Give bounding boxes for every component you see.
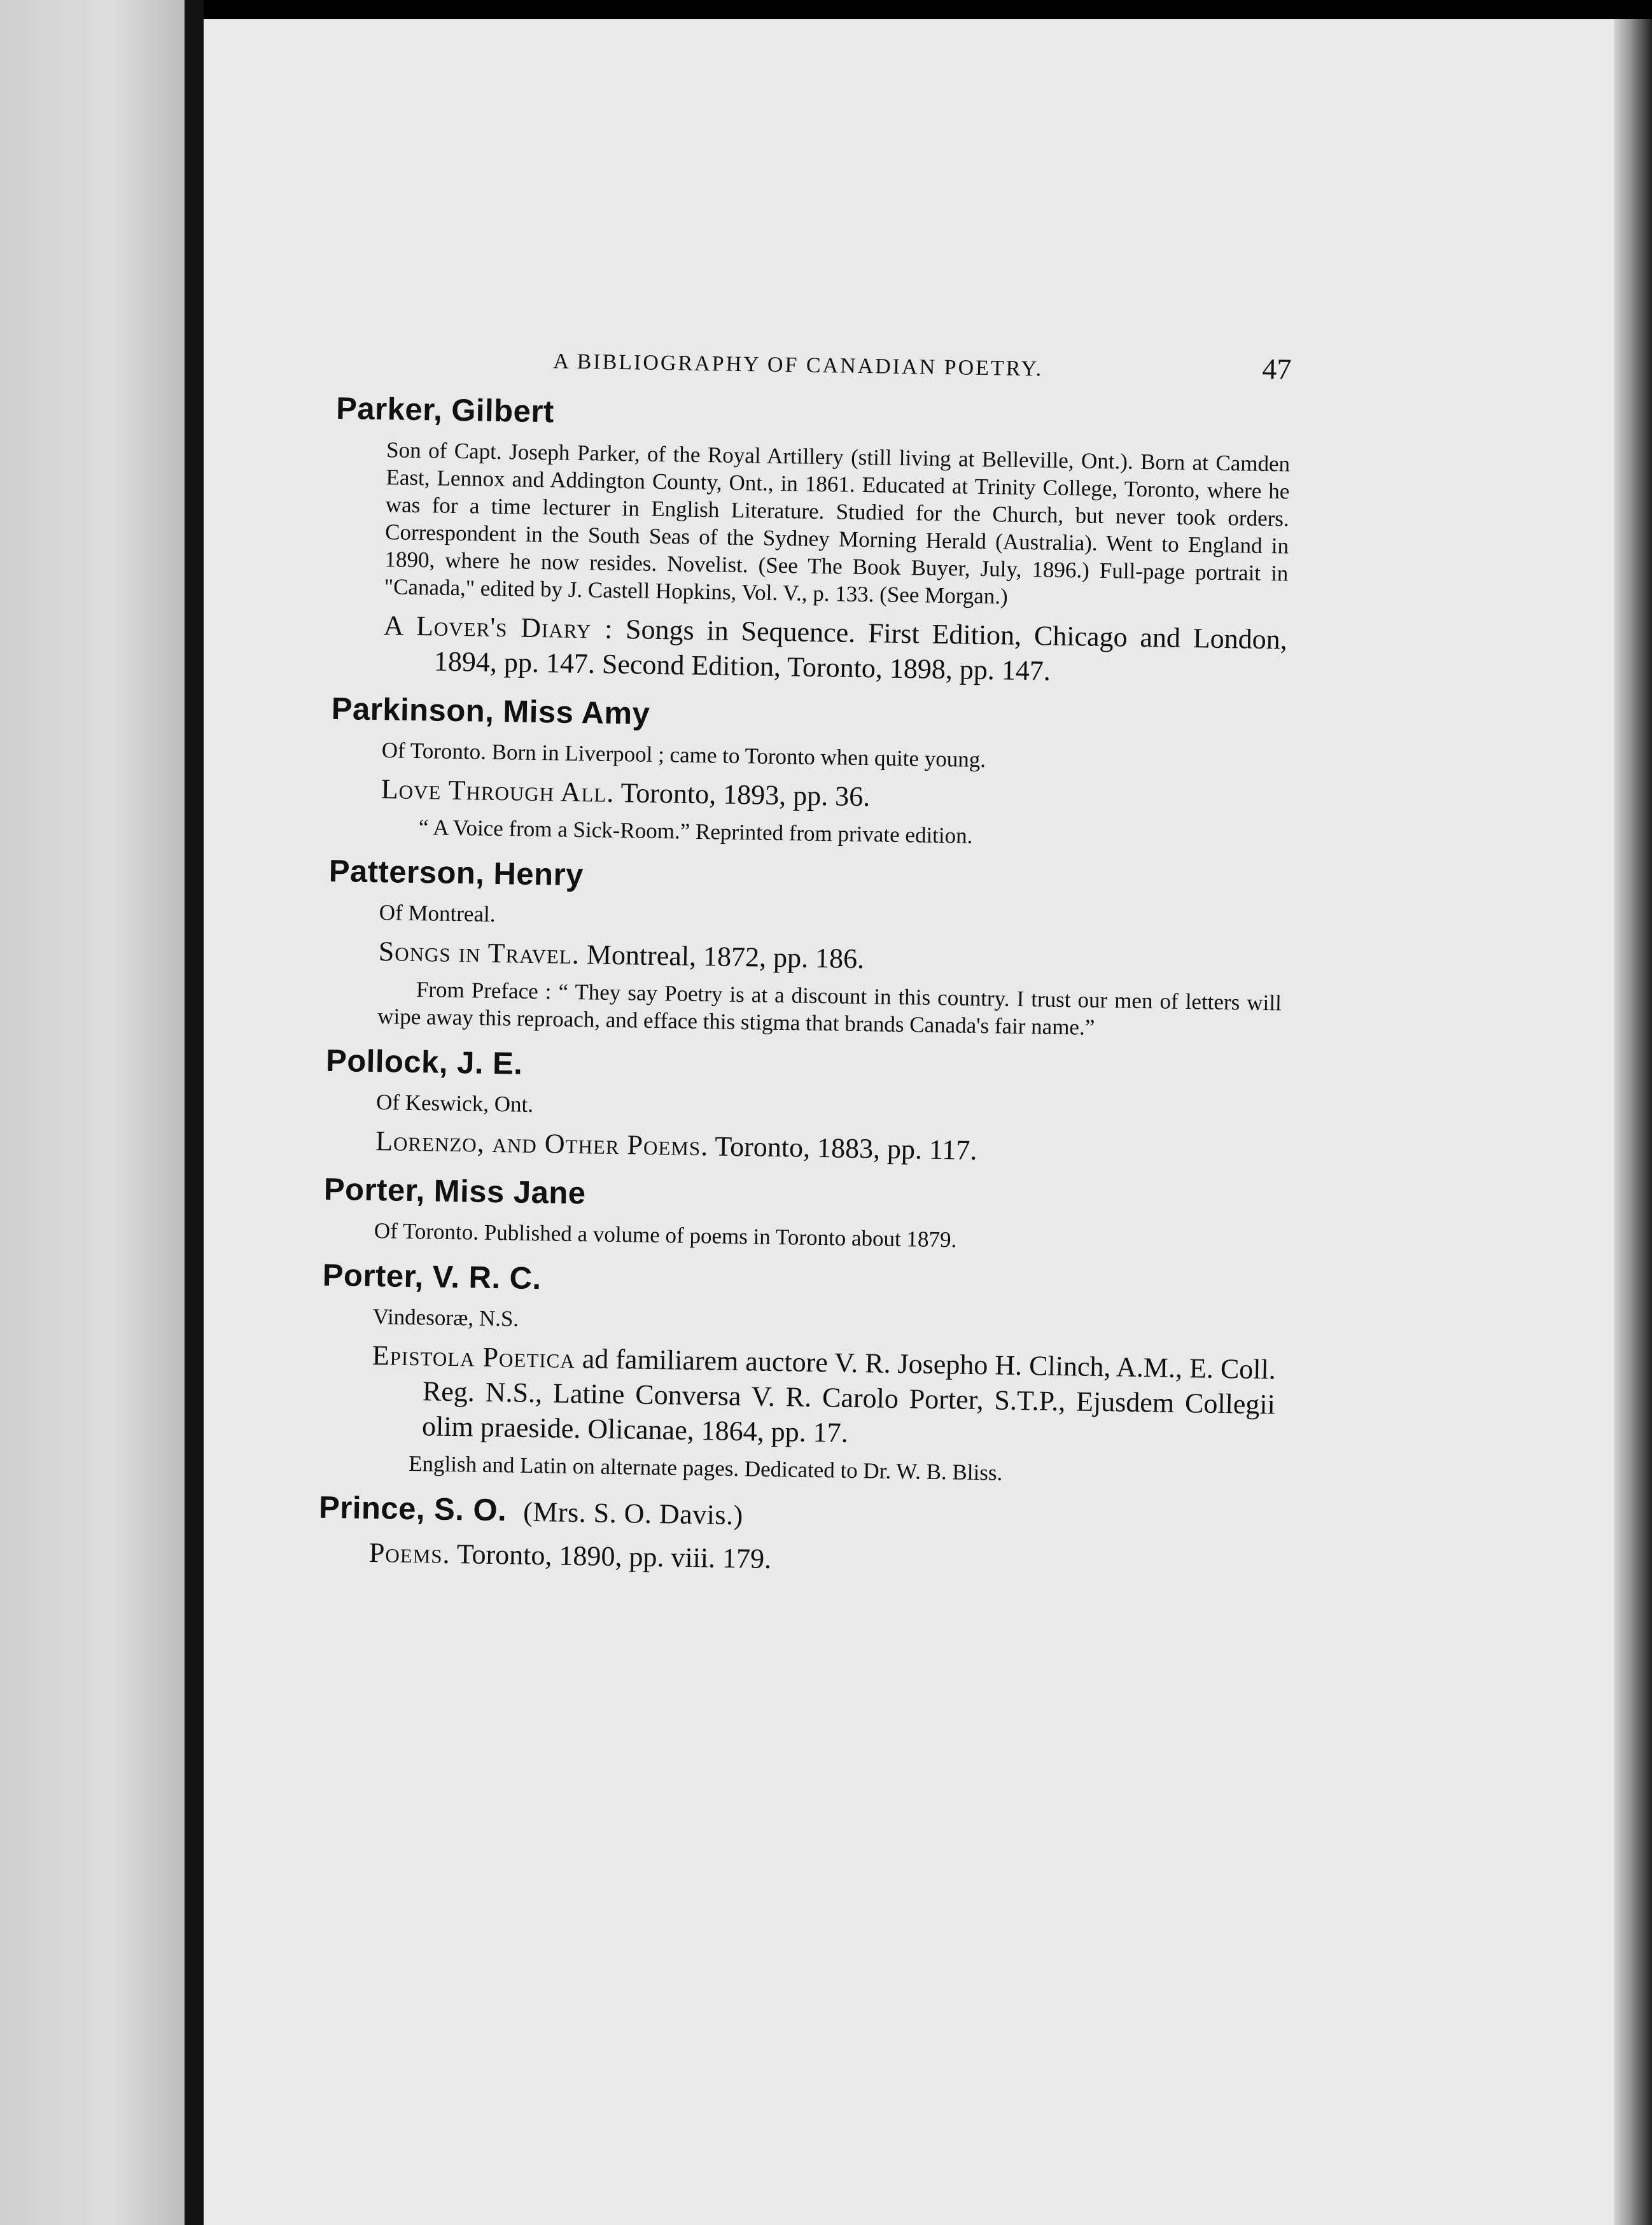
work-citation bbox=[383, 608, 1288, 692]
work-note: From Preface : “ They say Poetry is at a discount in this country. I trust our men of letters will wipe away this reproach, and efface this stigma that brands Canada's fair name.” bbox=[377, 977, 1282, 1040]
work-title: Love Through All. bbox=[381, 773, 615, 808]
author-name: Patterson, Henry bbox=[328, 853, 584, 893]
entry-porter-jane bbox=[323, 1172, 1279, 1259]
author-bio: Of Toronto. Born in Liverpool ; came to Toronto when quite young. bbox=[381, 738, 986, 773]
entry-patterson-henry bbox=[326, 853, 1284, 1044]
work-citation bbox=[378, 934, 1282, 983]
work-title: A Lover's Diary : bbox=[383, 610, 613, 645]
work-details: Songs in Sequence. First Edition, Chicago and London, 1894, pp. 147. Second Edition, Toronto, 1898, pp. 147. bbox=[433, 614, 1288, 687]
author-alias: (Mrs. S. O. Davis.) bbox=[522, 1496, 744, 1531]
work-details: Montreal, 1872, pp. 186. bbox=[586, 939, 865, 975]
entry-parker-gilbert bbox=[332, 391, 1291, 692]
author-name: Porter, V. R. C. bbox=[322, 1258, 542, 1296]
work-citation bbox=[381, 771, 1285, 820]
author-name: Porter, Miss Jane bbox=[323, 1172, 586, 1211]
entry-pollock-je bbox=[325, 1043, 1281, 1173]
work-title: Epistola Poetica bbox=[372, 1340, 576, 1375]
author-name: Pollock, J. E. bbox=[325, 1043, 523, 1081]
work-details: Toronto, 1890, pp. viii. 179. bbox=[456, 1538, 772, 1575]
page-number: 47 bbox=[1262, 352, 1292, 386]
work-title: Lorenzo, and Other Poems. bbox=[375, 1125, 709, 1162]
author-name: Parkinson, Miss Amy bbox=[331, 691, 650, 731]
book-gutter bbox=[185, 0, 204, 2225]
author-bio: Of Toronto. Published a volume of poems in Toronto about 1879. bbox=[374, 1218, 957, 1253]
work-citation bbox=[375, 1123, 1280, 1172]
author-bio: Of Montreal. bbox=[379, 900, 496, 927]
author-heading bbox=[319, 1490, 1274, 1541]
work-citation bbox=[369, 1535, 1273, 1584]
running-title: A BIBLIOGRAPHY OF CANADIAN POETRY. bbox=[553, 349, 1044, 381]
author-name: Prince, S. O. bbox=[318, 1490, 507, 1528]
author-bio: Of Keswick, Ont. bbox=[375, 1090, 534, 1117]
work-details: Toronto, 1893, pp. 36. bbox=[620, 777, 871, 813]
work-citation bbox=[371, 1338, 1276, 1457]
author-bio: Son of Capt. Joseph Parker, of the Royal Artillery (still living at Belleville, Ont.). Born at Camden East, Lennox and Addington County, Ont., in 1861. Educated at Trinity College, Toronto, where he was for a time lecturer in English Literature. Studied for the Church, but never took orders. Correspondent in the South Seas of the Sydney Morning Herald (Australia). Went to England in 1890, where he now resides. Novelist. (See The Book Buyer, July, 1896.) Full-page portrait in "Canada," edited by J. Castell Hopkins, Vol. V., p. 133. (See Morgan.) bbox=[384, 437, 1291, 609]
entry-porter-vrc bbox=[319, 1258, 1277, 1491]
work-title: Poems. bbox=[368, 1537, 451, 1570]
entry-prince-so bbox=[318, 1490, 1274, 1585]
page-content bbox=[318, 337, 1292, 1598]
facing-page-edge bbox=[0, 0, 185, 2225]
work-details: ad familiarem auctore V. R. Josepho H. Clinch, A.M., E. Coll. Reg. N.S., Latine Conversa V. R. Carolo Porter, S.T.P., Ejusdem Collegii olim praeside. Olicanae, 1864, pp. 17. bbox=[421, 1343, 1277, 1449]
work-details: Toronto, 1883, pp. 117. bbox=[715, 1130, 977, 1166]
work-title: Songs in Travel. bbox=[378, 936, 580, 971]
work-note: English and Latin on alternate pages. Dedicated to Dr. W. B. Bliss. bbox=[408, 1450, 1003, 1485]
author-bio: Vindesoræ, N.S. bbox=[372, 1304, 519, 1331]
work-note: “ A Voice from a Sick-Room.” Reprinted from private edition. bbox=[418, 815, 973, 848]
entry-parkinson-amy bbox=[330, 691, 1286, 855]
author-name: Parker, Gilbert bbox=[335, 391, 555, 430]
page-edge-shadow bbox=[1614, 19, 1652, 2225]
